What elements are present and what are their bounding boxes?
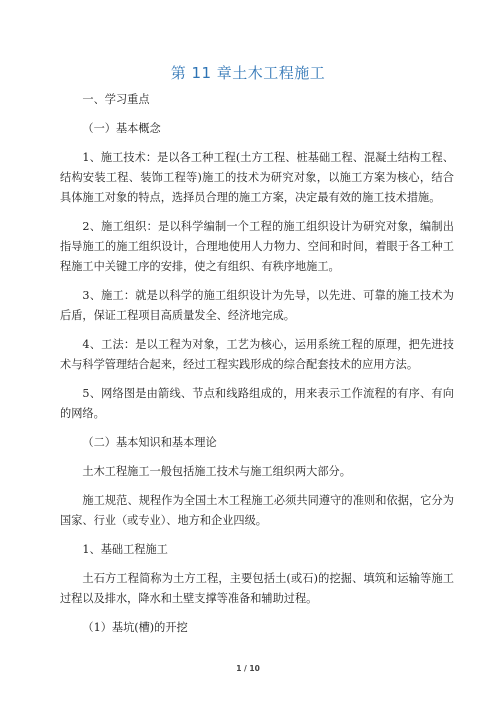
page-title: 第 11 章土木工程施工	[170, 64, 326, 82]
section-heading: 一、学习重点	[82, 93, 150, 106]
body-paragraph: 4、工法：是以工程为对象，工艺为核心，运用系统工程的原理，把先进技术与科学管理结合起来，经过工程实践形成的综合配套技术的应用方法。	[60, 338, 454, 371]
body-paragraph: 2、施工组织：是以科学编制一个工程的施工组织设计为研究对象，编制出指导施工的施工组织设计，合理地使用人力物力、空间和时间，着眼于各工种工程施工中关键工序的安排，使之有组织、有秩序地施工。	[60, 220, 454, 273]
subsection-heading: （一）基本概念	[82, 122, 161, 135]
body-paragraph: 土木工程施工一般包括施工技术与施工组织两大部分。	[82, 465, 351, 478]
body-paragraph: 土石方工程简称为土方工程，主要包括土(或石)的挖掘、填筑和运输等施工过程以及排水，降水和土壁支撑等准备和辅助过程。	[60, 572, 454, 605]
document-body	[60, 90, 454, 646]
body-paragraph: 1、施工技术：是以各工种工程(土方工程、桩基础工程、混凝土结构工程、结构安装工程、装饰工程等)施工的技术为研究对象，以施工方案为核心，结合具体施工对象的特点，选择员合理的施工方案，决定最有效的施工技术措施。	[60, 151, 454, 204]
body-paragraph: 1、基础工程施工	[82, 543, 168, 556]
subsection-heading: （二）基本知识和基本理论	[82, 436, 217, 449]
body-paragraph: 5、网络图是由箭线、节点和线路组成的，用来表示工作流程的有序、有向的网络。	[60, 387, 454, 420]
body-paragraph: 施工规范、规程作为全国土木工程施工必须共同遵守的准则和依据，它分为国家、行业（或专业）、地方和企业四级。	[60, 494, 454, 527]
body-paragraph: （1）基坑(槽)的开挖	[82, 621, 188, 634]
page-number: 1 / 10	[236, 664, 260, 673]
body-paragraph: 3、施工：就是以科学的施工组织设计为先导，以先进、可靠的施工技术为后盾，保证工程项目高质量发全、经济地完成。	[60, 289, 454, 322]
